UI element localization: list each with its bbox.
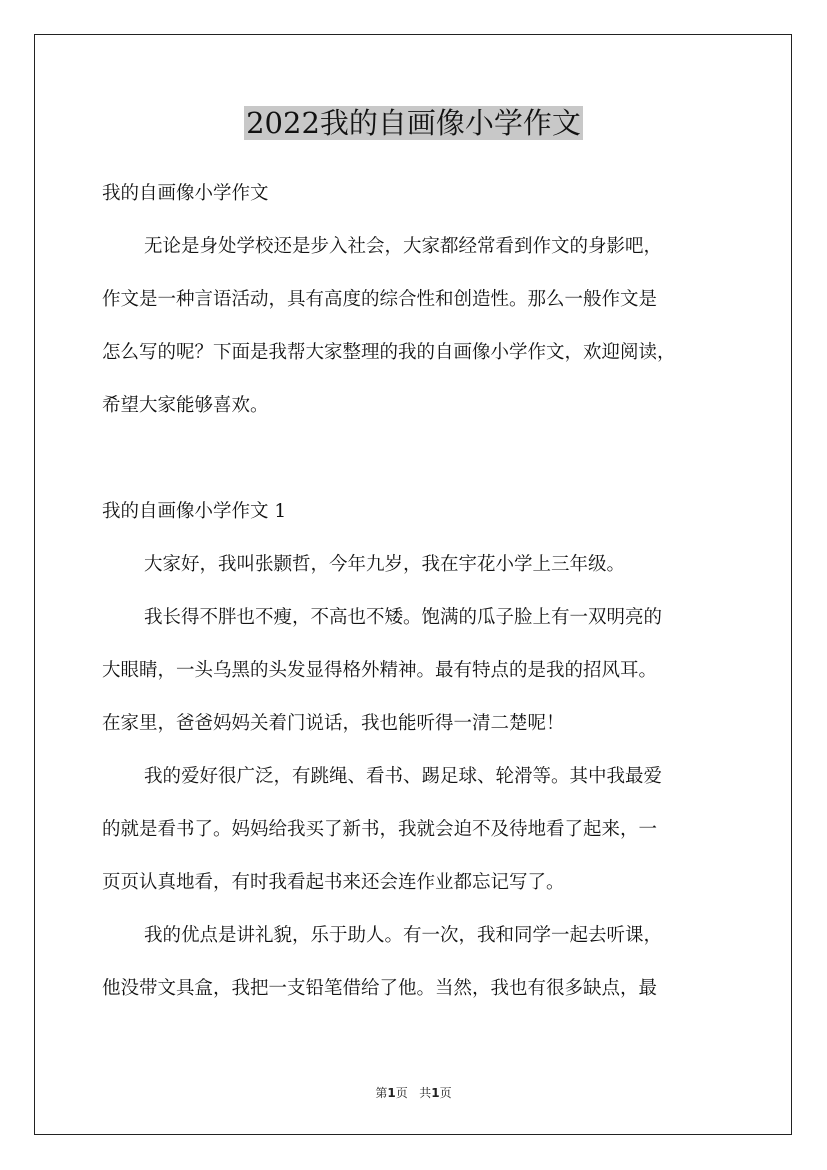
- page-footer: [0, 1084, 827, 1101]
- total-prefix: 共: [419, 1086, 432, 1100]
- paragraph-4-line-1: 我的优点是讲礼貌，乐于助人。有一次，我和同学一起去听课，: [144, 925, 663, 946]
- intro-line-2: 作文是一种言语活动，具有高度的综合性和创造性。那么一般作文是: [102, 289, 658, 310]
- page-prefix: 第: [375, 1086, 388, 1100]
- subtitle: 我的自画像小学作文: [102, 183, 269, 204]
- section-heading: 我的自画像小学作文 1: [102, 501, 287, 522]
- blank-gap: [102, 435, 728, 488]
- intro-line-1: 无论是身处学校还是步入社会，大家都经常看到作文的身影吧，: [144, 236, 663, 257]
- title-highlight: 2022我的自画像小学作文: [246, 106, 581, 140]
- intro-line-3: 怎么写的呢？下面是我帮大家整理的我的自画像小学作文，欢迎阅读，: [102, 342, 676, 363]
- total-suffix: 页: [439, 1086, 452, 1100]
- document-title: [0, 103, 827, 143]
- paragraph-1: 大家好，我叫张颢哲，今年九岁，我在宇花小学上三年级。: [144, 554, 626, 575]
- total-pages: 1: [431, 1086, 440, 1100]
- paragraph-2-line-1: 我长得不胖也不瘦，不高也不矮。饱满的瓜子脸上有一双明亮的: [144, 607, 663, 628]
- paragraph-3-line-3: 页页认真地看，有时我看起书来还会连作业都忘记写了。: [102, 872, 565, 893]
- paragraph-2-line-2: 大眼睛，一头乌黑的头发显得格外精神。最有特点的是我的招风耳。: [102, 660, 658, 681]
- paragraph-2-line-3: 在家里，爸爸妈妈关着门说话，我也能听得一清二楚呢！: [102, 713, 565, 734]
- paragraph-3-line-1: 我的爱好很广泛，有跳绳、看书、踢足球、轮滑等。其中我最爱: [144, 766, 663, 787]
- page-suffix: 页: [395, 1086, 408, 1100]
- page-number: 1: [387, 1086, 396, 1100]
- document-body: [102, 170, 728, 1018]
- intro-line-4: 希望大家能够喜欢。: [102, 395, 269, 416]
- paragraph-4-line-2: 他没带文具盒，我把一支铅笔借给了他。当然，我也有很多缺点，最: [102, 978, 658, 999]
- paragraph-3-line-2: 的就是看书了。妈妈给我买了新书，我就会迫不及待地看了起来，一: [102, 819, 658, 840]
